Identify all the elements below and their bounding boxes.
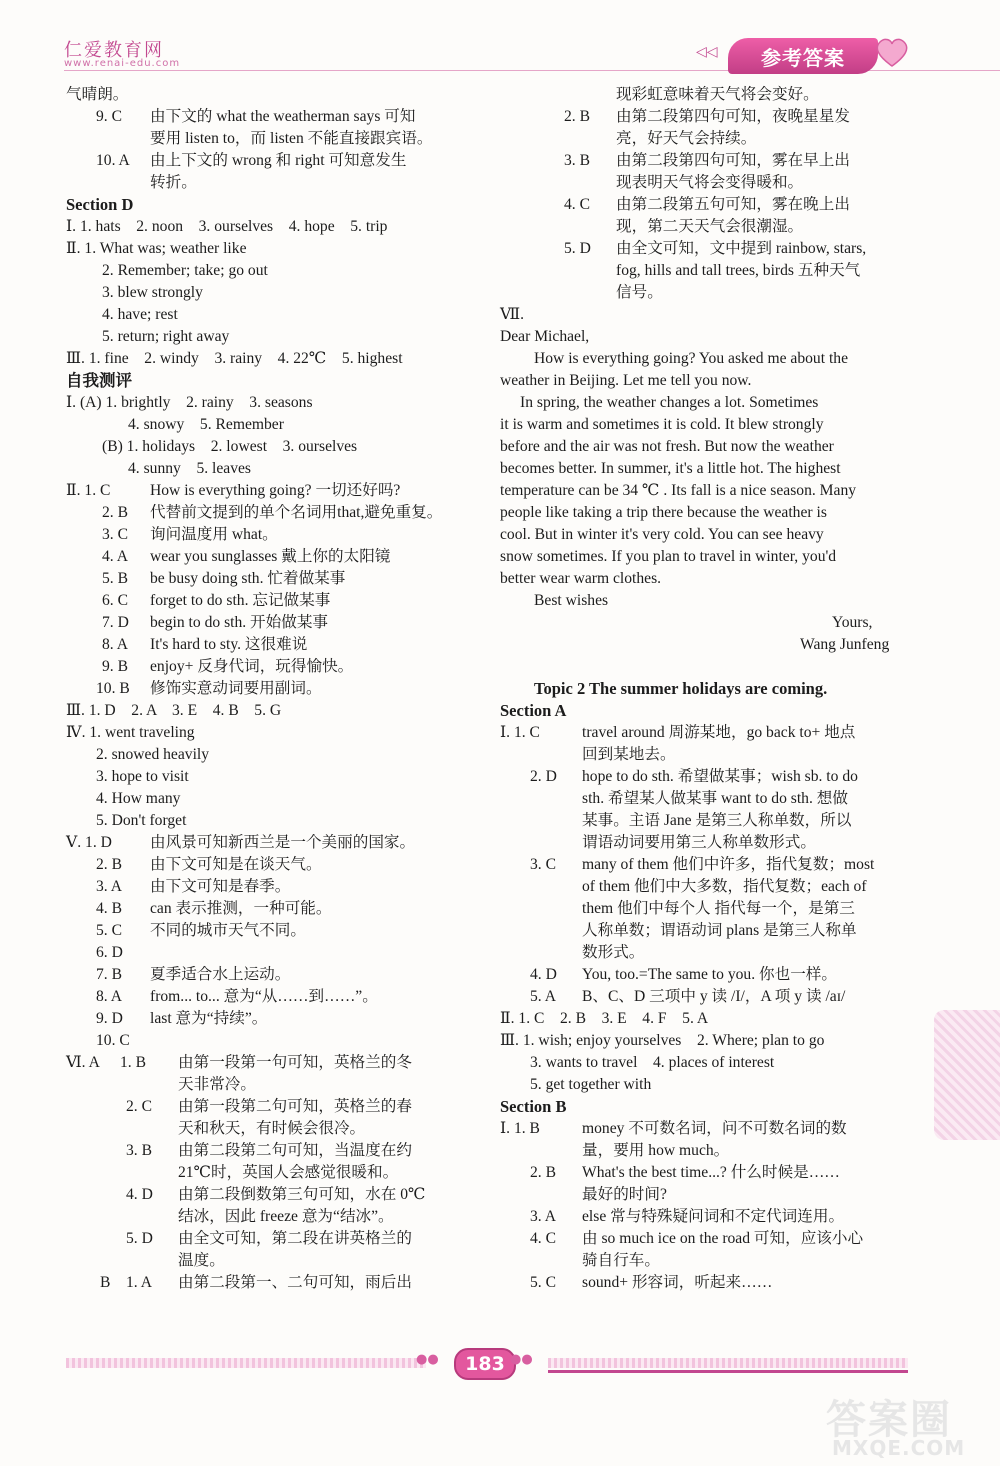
text-line [500,436,910,458]
text-line [500,656,910,678]
answer-text: 3. A [530,1208,556,1225]
answer-text: 4. snowy 5. Remember [128,416,284,433]
text-line [500,238,910,260]
answer-text: You, too.=The same to you. 你也一样。 [582,966,837,983]
answer-text: 由全文可知，文中提到 rainbow, stars, [616,240,867,257]
text-line [500,172,910,194]
answer-text: 5. C [530,1274,556,1291]
answer-text: 5. return; right away [102,328,230,345]
answer-text: Dear Michael, [500,328,590,345]
answer-text: 1. B [120,1054,146,1071]
answer-text: 夏季适合水上运动。 [150,966,291,983]
text-line [500,524,910,546]
answer-text: 由下文可知是在谈天气。 [150,856,322,873]
answer-text: 5. get together with [530,1076,652,1093]
answer-text: 回到某地去。 [582,746,676,763]
answer-text: 2. B [530,1164,556,1181]
answer-text: 结冰，因此 freeze 意为“结冰”。 [178,1208,394,1225]
text-line [500,876,910,898]
answer-text: be busy doing sth. 忙着做某事 [150,570,346,587]
text-line [500,898,910,920]
text-line [500,920,910,942]
text-line [66,1074,484,1096]
text-line [500,1162,910,1184]
text-line [66,414,484,436]
answer-text: 由第二段倒数第三句可知，水在 0℃ [178,1186,426,1203]
answer-text: 由第二段第一、二句可知，雨后出 [178,1274,412,1291]
text-line [66,326,484,348]
answer-text: forget to do sth. 忘记做某事 [150,592,331,609]
answer-text: 7. D [102,614,129,631]
text-line [500,348,910,370]
answer-text: 4. C [564,196,590,213]
text-line [66,876,484,898]
text-line [66,348,484,370]
section-heading: Topic 2 The summer holidays are coming. [534,679,828,698]
answer-text: 3. B [126,1142,152,1159]
answer-text: 3. B [564,152,590,169]
answer-text: 由下文可知是春季。 [150,878,291,895]
text-line [66,1030,484,1052]
text-line [500,1118,910,1140]
section-heading: 自我测评 [66,371,132,390]
text-line [500,766,910,788]
page-number: 183 [454,1348,516,1380]
footer-band-left [66,1358,426,1368]
text-line [500,414,910,436]
section-heading: Section B [500,1097,567,1116]
text-line [66,810,484,832]
answer-text: 3. hope to visit [96,768,189,785]
text-line [66,128,484,150]
answer-text: 8. A [102,636,128,653]
answer-text: 4. A [102,548,128,565]
answer-text: (B) 1. holidays 2. lowest 3. ourselves [102,438,358,455]
text-line [500,304,910,326]
answer-text: 9. C [96,108,122,125]
answer-text: 天非常冷。 [178,1076,256,1093]
text-line [500,788,910,810]
answer-text: 由 so much ice on the road 可知，应该小心 [582,1230,864,1247]
answer-text: 5. A [530,988,556,1005]
text-line [66,1118,484,1140]
answer-text: 信号。 [616,284,663,301]
page-header [0,0,1000,80]
text-line [500,1140,910,1162]
text-line [66,788,484,810]
answer-text: Ⅱ. 1. What was; weather like [66,240,247,257]
answer-text: 亮，好天气会持续。 [616,130,757,147]
text-line [66,1052,484,1074]
answer-text: 10. A [96,152,130,169]
text-line [66,568,484,590]
answer-text: 21℃时，英国人会感觉很暖和。 [178,1164,399,1181]
answer-text: people like taking a trip there because the weather is [500,504,827,521]
text-line [66,194,484,216]
text-line [66,260,484,282]
answer-text: 3. C [530,856,556,873]
answer-text: 现表明天气将会变得暖和。 [616,174,804,191]
text-line [500,392,910,414]
answer-text: 现彩虹意味着天气将会变好。 [616,86,819,103]
text-line [66,700,484,722]
answer-text: Ⅰ. (A) 1. brightly 2. rainy 3. seasons [66,394,313,411]
answer-text: 气晴朗。 [66,86,129,103]
answer-text: B、C、D 三项中 y 读 /I/，A 项 y 读 /aɪ/ [582,988,846,1005]
answer-text: 人称单数；谓语动词 plans 是第三人称单 [582,922,857,939]
answer-text: hope to do sth. 希望做某事；wish sb. to do [582,768,858,785]
answer-text: Ⅲ. 1. D 2. A 3. E 4. B 5. G [66,702,282,719]
answer-text: 2. snowed heavily [96,746,210,763]
answer-text: How is everything going? 一切还好吗? [150,482,401,499]
answer-text: else 常与特殊疑问词和不定代词连用。 [582,1208,845,1225]
text-line [500,986,910,1008]
answer-text: 由全文可知，第二段在讲英格兰的 [178,1230,412,1247]
answer-text: 2. B [564,108,590,125]
heart-icon [872,32,912,72]
answer-text: many of them 他们中许多，指代复数；most [582,856,875,873]
footer-dots-right: ●● [510,1352,533,1367]
text-line [500,1052,910,1074]
text-line [500,1008,910,1030]
answer-text: Yours, [832,614,873,631]
answer-text: 不同的城市天气不同。 [150,922,306,939]
text-line [66,172,484,194]
text-line [66,480,484,502]
text-line [66,612,484,634]
text-line [500,326,910,348]
text-line [500,1184,910,1206]
answer-text: becomes better. In summer, it's a little hot. The highest [500,460,841,477]
answer-text: 3. wants to travel 4. places of interest [530,1054,775,1071]
answer-text: 5. D [564,240,591,257]
text-line [500,370,910,392]
answer-text: money 不可数名词，问不可数名词的数 [582,1120,847,1137]
footer-dots-left: ●● [416,1352,439,1367]
text-line [500,722,910,744]
answer-text: 4. B [96,900,122,917]
answer-text: 由第一段第一句可知，英格兰的冬 [178,1054,412,1071]
text-line [500,678,910,700]
text-line [66,216,484,238]
text-line [500,1096,910,1118]
answer-text: wear you sunglasses 戴上你的太阳镜 [150,548,391,565]
text-line [500,546,910,568]
answer-text: 数形式。 [582,944,645,961]
answer-text: cool. But in winter it's very cold. You can see heavy [500,526,824,543]
answer-text: 温度。 [178,1252,225,1269]
text-line [500,282,910,304]
text-line [500,964,910,986]
footer-band-right [548,1358,908,1368]
answer-text: Ⅱ. 1. C [66,482,111,499]
answer-text: Ⅳ. 1. went traveling [66,724,195,741]
answer-text: 3. blew strongly [102,284,203,301]
text-line [500,700,910,722]
answer-text: 4. have; rest [102,306,178,323]
text-line [500,744,910,766]
brand-name: 仁爱教育网 [64,40,164,61]
text-line [66,1096,484,1118]
answer-text: 代替前文提到的单个名词用that,避免重复。 [150,504,443,521]
text-line [500,1030,910,1052]
answer-text: 由第二段第四句可知，夜晚星星发 [616,108,850,125]
answer-text: 5. Don't forget [96,812,187,829]
text-line [66,150,484,172]
answer-text: Ⅰ. 1. C [500,724,540,741]
answer-text: last 意为“持续”。 [150,1010,268,1027]
brand-url: www.renai-edu.com [64,58,181,69]
answer-text: 4. sunny 5. leaves [128,460,251,477]
answer-text: sound+ 形容词，听起来…… [582,1274,773,1291]
answer-text: better wear warm clothes. [500,570,662,587]
text-line [66,106,484,128]
answer-text: 3. A [96,878,122,895]
answer-text: 修饰实意动词要用副词。 [150,680,322,697]
text-line [66,1272,484,1294]
text-line [66,238,484,260]
answer-text: 2. C [126,1098,152,1115]
text-line [66,370,484,392]
text-line [66,722,484,744]
text-line [66,920,484,942]
answer-text: begin to do sth. 开始做某事 [150,614,329,631]
answer-text: weather in Beijing. Let me tell you now. [500,372,752,389]
answer-text: from... to... 意为“从……到……”。 [150,988,378,1005]
text-line [66,84,484,106]
answer-text: 9. B [102,658,128,675]
answer-text: 2. B [96,856,122,873]
answer-text: How is everything going? You asked me about the [534,350,848,367]
answer-text: Ⅱ. 1. C 2. B 3. E 4. F 5. A [500,1010,709,1027]
answer-text: 某事。主语 Jane 是第三人称单数，所以 [582,812,852,829]
text-line [66,1140,484,1162]
section-heading: Section D [66,195,134,214]
answer-text: 8. A [96,988,122,1005]
text-line [66,678,484,700]
text-line [66,832,484,854]
answer-text: Ⅴ. 1. D [66,834,112,851]
answer-text: 最好的时间? [582,1186,667,1203]
text-line [66,854,484,876]
text-line [66,634,484,656]
answer-text: Ⅵ. A [66,1054,100,1071]
text-line [66,964,484,986]
answer-text: 骑自行车。 [582,1252,660,1269]
answer-text: 由第二段第五句可知，雾在晚上出 [616,196,850,213]
text-line [500,612,910,634]
answer-text: 转折。 [150,174,197,191]
text-line [66,1008,484,1030]
text-line [500,84,910,106]
page-footer [0,1340,1000,1390]
answer-text: snow sometimes. If you plan to travel in winter, you'd [500,548,837,565]
watermark-url: MXQE.COM [832,1436,966,1460]
answer-text: 2. D [530,768,557,785]
text-line [66,986,484,1008]
answer-text: 由第二段第二句可知，当温度在约 [178,1142,412,1159]
answer-text: 4. D [126,1186,153,1203]
answer-text: 要用 listen to，而 listen 不能直接跟宾语。 [150,130,433,147]
text-line [500,568,910,590]
answer-text: sth. 希望某人做某事 want to do sth. 想做 [582,790,848,807]
text-line [500,502,910,524]
answer-text: Best wishes [534,592,609,609]
text-line [500,1206,910,1228]
banner-arrows: ◁◁ [696,44,718,60]
answer-text: 天和秋天，有时候会很冷。 [178,1120,366,1137]
answer-text: Ⅶ. [500,306,525,323]
right-column [500,84,910,1294]
text-line [66,1162,484,1184]
answer-text: 5. B [102,570,128,587]
answer-text: 由上下文的 wrong 和 right 可知意发生 [150,152,407,169]
answer-text: before and the air was not fresh. But now the weather [500,438,834,455]
text-line [500,458,910,480]
answer-text: temperature can be 34 ℃ . Its fall is a nice season. Many [500,482,857,499]
left-column [66,84,484,1294]
answer-text: 由风景可知新西兰是一个美丽的国家。 [150,834,416,851]
answer-text: of them 他们中大多数，指代复数；each of [582,878,867,895]
answer-text: 由第二段第四句可知，雾在早上出 [616,152,850,169]
text-line [66,656,484,678]
section-heading: Section A [500,701,567,720]
answer-key-banner: 参考答案 [728,38,878,74]
answer-text: Ⅰ. 1. hats 2. noon 3. ourselves 4. hope 5. trip [66,218,388,235]
text-line [66,1206,484,1228]
watermark-text: 答案圈 [826,1397,952,1443]
answer-text: 4. How many [96,790,181,807]
answer-text: 由下文的 what the weatherman says 可知 [150,108,416,125]
text-line [500,150,910,172]
answer-text: 由第一段第二句可知，英格兰的春 [178,1098,412,1115]
answer-text: 4. C [530,1230,556,1247]
text-line [66,766,484,788]
answer-text: 谓语动词要用第三人称单数形式。 [582,834,816,851]
text-line [500,216,910,238]
answer-text: 3. C [102,526,128,543]
watermark [826,1388,996,1464]
answer-text: it is warm and sometimes it is cold. It blew strongly [500,416,824,433]
text-line [500,1250,910,1272]
text-line [66,458,484,480]
footer-bar [548,1370,908,1373]
text-line [66,1184,484,1206]
answer-text: In spring, the weather changes a lot. Sometimes [520,394,819,411]
answer-text: Ⅰ. 1. B [500,1120,540,1137]
text-line [66,942,484,964]
text-line [66,744,484,766]
answer-text: 4. D [530,966,557,983]
text-line [66,282,484,304]
text-line [66,502,484,524]
answer-text: 2. Remember; take; go out [102,262,268,279]
text-line [66,1228,484,1250]
answer-text: What's the best time...? 什么时候是…… [582,1164,840,1181]
answer-text: them 他们中每个人 指代每一个，是第三 [582,900,855,917]
text-line [66,546,484,568]
text-line [500,1074,910,1096]
text-line [66,590,484,612]
answer-text: 2. B [102,504,128,521]
side-tab-decoration [934,1010,1000,1140]
text-line [500,106,910,128]
answer-text: 10. B [96,680,130,697]
text-line [500,480,910,502]
text-line [66,1250,484,1272]
text-line [500,194,910,216]
text-line [66,898,484,920]
text-line [500,1228,910,1250]
text-line [500,590,910,612]
text-line [500,832,910,854]
text-line [66,524,484,546]
answer-text: 1. A [126,1274,152,1291]
text-line [66,436,484,458]
answer-text: 6. C [102,592,128,609]
answer-text: Ⅲ. 1. fine 2. windy 3. rainy 4. 22℃ 5. highest [66,350,403,367]
text-line [500,634,910,656]
answer-text: 10. C [96,1032,130,1049]
answer-text: can 表示推测，一种可能。 [150,900,332,917]
answer-text: 现，第二天天气会很潮湿。 [616,218,804,235]
answer-text: 7. B [96,966,122,983]
answer-text: Wang Junfeng [800,636,890,653]
text-line [66,392,484,414]
answer-text: B [100,1274,111,1291]
text-line [500,942,910,964]
answer-text: travel around 周游某地，go back to+ 地点 [582,724,856,741]
answer-text: fog, hills and tall trees, birds 五种天气 [616,262,861,279]
text-line [66,304,484,326]
answer-text: Ⅲ. 1. wish; enjoy yourselves 2. Where; plan to go [500,1032,825,1049]
text-line [500,260,910,282]
answer-text: enjoy+ 反身代词，玩得愉快。 [150,658,354,675]
answer-text: It's hard to sty. 这很难说 [150,636,308,653]
text-line [500,854,910,876]
text-line [500,128,910,150]
answer-text: 9. D [96,1010,123,1027]
text-line [500,1272,910,1294]
answer-text: 量，要用 how much。 [582,1142,730,1159]
answer-text: 询问温度用 what。 [150,526,278,543]
text-line [500,810,910,832]
answer-text: 5. D [126,1230,153,1247]
answer-text: 6. D [96,944,123,961]
answer-text: 5. C [96,922,122,939]
